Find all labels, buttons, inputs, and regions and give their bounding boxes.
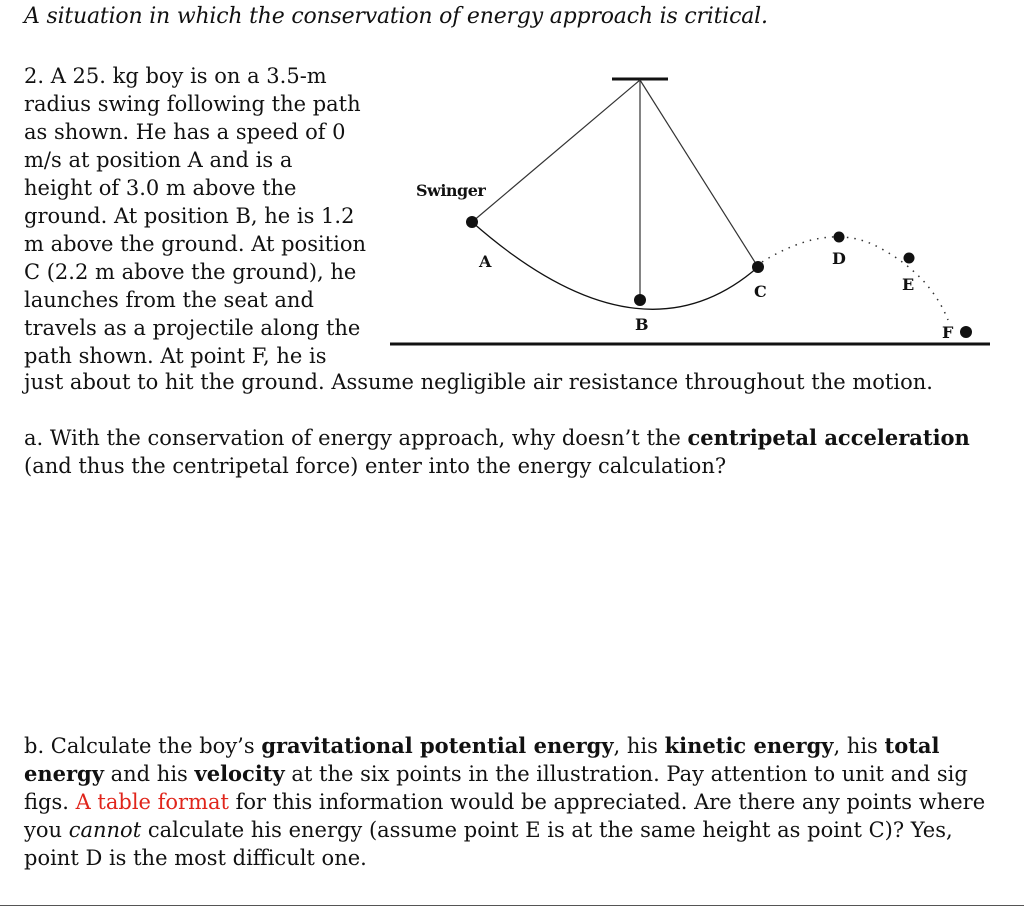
rope-to-c [640, 80, 758, 267]
part-a-bold-term: centripetal acceleration [687, 425, 970, 450]
part-b-line-3 [24, 788, 1004, 816]
part-b-text: you [24, 818, 69, 842]
problem-line: C (2.2 m above the ground), he [24, 260, 357, 284]
label-c: C [754, 282, 767, 301]
problem-line: m above the ground. At position [24, 232, 367, 256]
point-d-dot [834, 232, 845, 243]
problem-line: as shown. He has a speed of 0 [24, 120, 346, 144]
part-b-red-highlight: A table format [75, 790, 229, 814]
point-c-dot [752, 261, 764, 273]
part-b-bold-term: velocity [194, 761, 285, 786]
problem-line: m/s at position A and is a [24, 148, 293, 172]
problem-statement [24, 62, 384, 370]
part-b-bold-term: gravitational potential energy [261, 733, 614, 758]
label-a: A [479, 252, 492, 271]
point-f-dot [960, 326, 972, 338]
problem-line: height of 3.0 m above the [24, 176, 297, 200]
label-b: B [635, 315, 649, 334]
bottom-divider [0, 905, 1024, 906]
swing-diagram-svg [390, 70, 994, 355]
part-a-line-2: (and thus the centripetal force) enter into the energy calculation? [24, 454, 727, 478]
part-a-question [24, 424, 1004, 480]
problem-line: radius swing following the path [24, 92, 361, 116]
point-e-dot [904, 253, 915, 264]
part-b-text: , his [833, 734, 885, 758]
swinger-label: Swinger [416, 181, 486, 200]
label-d: D [832, 249, 846, 268]
part-b-bold-term: kinetic energy [664, 733, 834, 758]
swing-diagram [390, 70, 994, 355]
projectile-dotted-path [762, 237, 948, 320]
part-b-line-4 [24, 816, 1004, 844]
part-b-text: b. Calculate the boy’s [24, 734, 262, 758]
part-b-text: calculate his energy (assume point E is at the same height as point C)? Yes, [141, 818, 953, 842]
part-a-line-1 [24, 424, 1004, 452]
part-b-bold-term: total [884, 733, 940, 758]
problem-line: path shown. At point F, he is [24, 344, 327, 368]
swing-arc-path [472, 222, 758, 309]
part-a-prefix: a. With the conservation of energy approach, why doesn’t the [24, 426, 688, 450]
part-b-line-1 [24, 732, 1004, 760]
part-b-text: , his [613, 734, 665, 758]
part-b-italic-term: cannot [68, 818, 142, 842]
problem-line: launches from the seat and [24, 288, 314, 312]
part-b-text: for this information would be appreciated. Are there any points where [228, 790, 986, 814]
problem-line: 2. A 25. kg boy is on a 3.5-m [24, 64, 327, 88]
problem-line: ground. At position B, he is 1.2 [24, 204, 355, 228]
part-b-text: figs. [24, 790, 76, 814]
part-b-question [24, 732, 1004, 872]
problem-line: travels as a projectile along the [24, 316, 361, 340]
problem-final-line: just about to hit the ground. Assume negligible air resistance throughout the motion. [24, 370, 933, 394]
page-heading: A situation in which the conservation of energy approach is critical. [24, 4, 768, 29]
label-f: F [942, 323, 954, 342]
point-a-dot [466, 216, 478, 228]
label-e: E [902, 275, 915, 294]
point-b-dot [634, 294, 646, 306]
part-b-bold-term: energy [24, 761, 104, 786]
part-b-text: and his [103, 762, 195, 786]
rope-to-a [472, 80, 640, 222]
part-b-text: at the six points in the illustration. Pay attention to unit and sig [284, 762, 968, 786]
part-b-line-2 [24, 760, 1004, 788]
part-b-line-5: point D is the most difficult one. [24, 846, 367, 870]
